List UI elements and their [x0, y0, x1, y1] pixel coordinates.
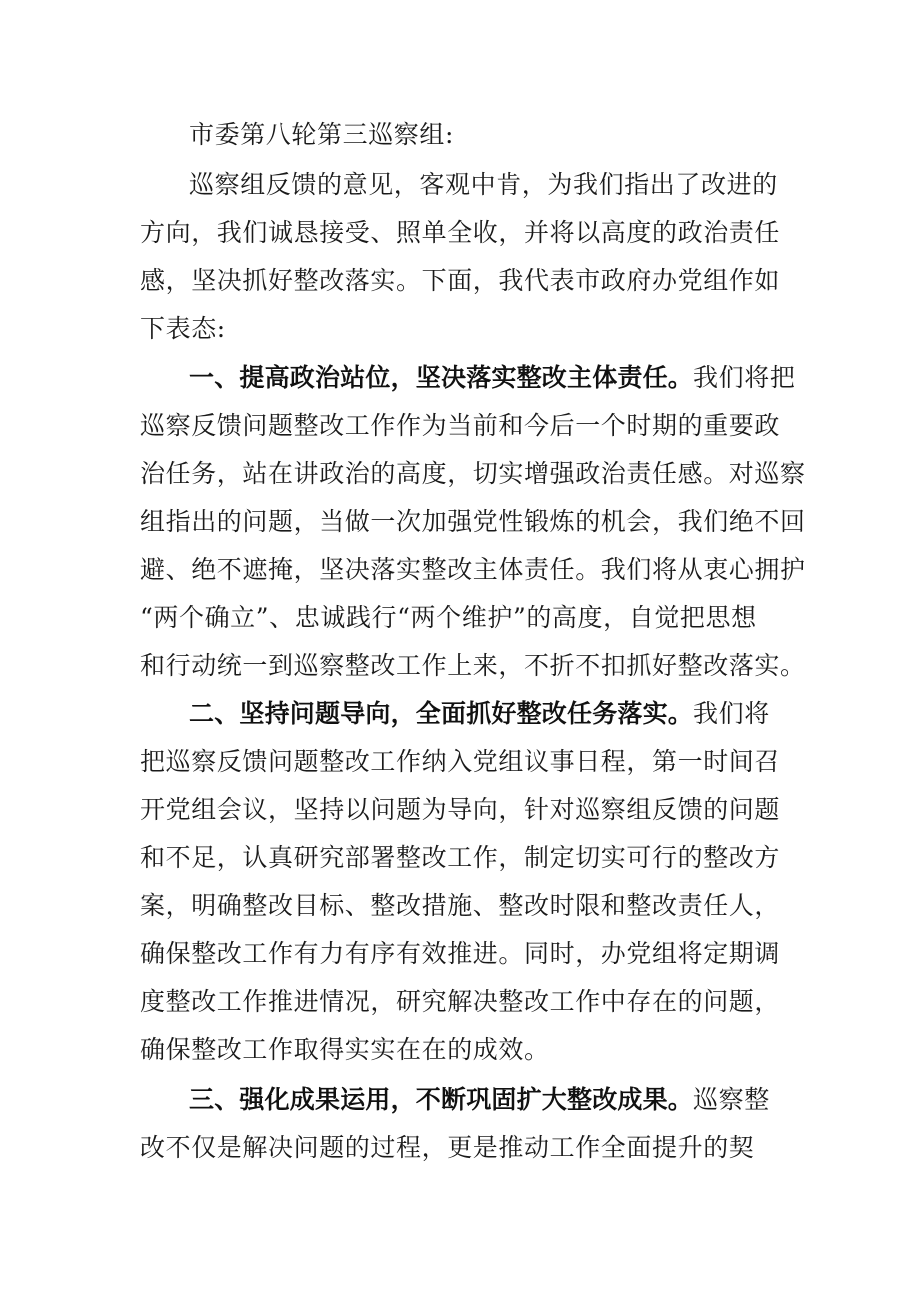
section2-line: 案，明确整改目标、整改措施、整改时限和整改责任人，: [140, 891, 781, 920]
section3-heading-tail: 巡察整: [693, 1085, 770, 1114]
section1-line: 避、绝不遮掩，坚决落实整改主体责任。我们将从衷心拥护: [140, 555, 806, 584]
section1-line: “两个确立”、忠诚践行“两个维护”的高度，自觉把思想: [140, 603, 757, 632]
section1-first-line: [189, 355, 795, 401]
section1-line: 治任务，站在讲政治的高度，切实增强政治责任感。对巡察: [140, 459, 806, 488]
section3-first-line: [189, 1077, 770, 1123]
intro-line: 下表态:: [140, 314, 226, 343]
section1-line: 巡察反馈问题整改工作作为当前和今后一个时期的重要政: [140, 411, 781, 440]
section2-line: 把巡察反馈问题整改工作纳入党组议事日程，第一时间召: [140, 747, 781, 776]
section2-line: 开党组会议，坚持以问题为导向，针对巡察组反馈的问题: [140, 795, 781, 824]
section2-line: 确保整改工作有力有序有效推进。同时，办党组将定期调: [140, 939, 781, 968]
section1-heading: 一、提高政治站位，坚决落实整改主体责任。: [189, 363, 694, 392]
section3-line: 改不仅是解决问题的过程，更是推动工作全面提升的契: [140, 1133, 755, 1162]
section2-first-line: [189, 691, 770, 737]
section1-line: 和行动统一到巡察整改工作上来，不折不扣抓好整改落实。: [140, 651, 806, 680]
section2-line: 确保整改工作取得实实在在的成效。: [140, 1035, 550, 1064]
section2-line: 和不足，认真研究部署整改工作，制定切实可行的整改方: [140, 843, 781, 872]
salutation: 市委第八轮第三巡察组:: [189, 120, 455, 149]
section3-heading: 三、强化成果运用，不断巩固扩大整改成果。: [189, 1085, 694, 1114]
intro-line: 巡察组反馈的意见，客观中肯，为我们指出了改进的: [189, 170, 778, 199]
section2-line: 度整改工作推进情况，研究解决整改工作中存在的问题，: [140, 987, 781, 1016]
section1-line: 组指出的问题，当做一次加强党性锻炼的机会，我们绝不回: [140, 507, 806, 536]
section1-heading-tail: 我们将把: [693, 363, 796, 392]
section2-heading: 二、坚持问题导向，全面抓好整改任务落实。: [189, 699, 694, 728]
intro-line: 方向，我们诚恳接受、照单全收，并将以高度的政治责任: [140, 218, 781, 247]
section2-heading-tail: 我们将: [693, 699, 770, 728]
intro-line: 感，坚决抓好整改落实。下面，我代表市政府办党组作如: [140, 266, 781, 295]
